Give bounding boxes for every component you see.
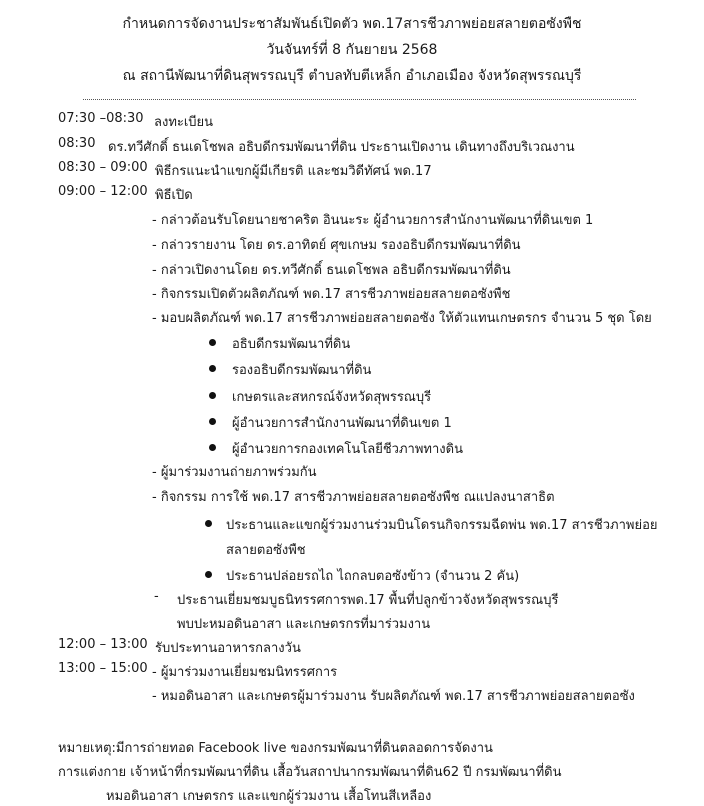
recipient-item: ผู้อำนวยการสำนักงานพัฒนาที่ดินเขต 1 (232, 416, 452, 431)
document-title: กำหนดการจัดงานประชาสัมพันธ์เปิดตัว พด.17สารชีวภาพย่อยสลายตอซังพืช (122, 16, 582, 32)
recipient-item: ผู้อำนวยการกองเทคโนโลยีชีวภาพทางดิน (232, 442, 463, 457)
recipient-item: เกษตรและสหกรณ์จังหวัดสุพรรณบุรี (232, 390, 432, 405)
activity-bullet-line1: ประธานและแขกผู้ร่วมงานร่วมบินโดรนกิจกรรมฉีดพ่น พด.17 สารชีวภาพย่อย (226, 518, 658, 533)
bullet-icon (209, 392, 216, 399)
exhibition-dash: - (154, 589, 159, 604)
schedule-time: 13:00 – 15:00 (58, 661, 148, 676)
recipient-item: รองอธิบดีกรมพัฒนาที่ดิน (232, 363, 372, 378)
schedule-time: 08:30 (58, 136, 96, 151)
schedule-text: ดร.ทวีศักดิ์ ธนเดโชพล อธิบดีกรมพัฒนาที่ดิน ประธานเปิดงาน เดินทางถึงบริเวณงาน (108, 140, 575, 155)
bullet-icon (205, 571, 212, 578)
schedule-time: 09:00 – 12:00 (58, 184, 148, 199)
exhibition-line1: ประธานเยี่ยมชมบูธนิทรรศการพด.17 พื้นที่ปลูกข้าวจังหวัดสุพรรณบุรี (177, 593, 559, 608)
schedule-time: 12:00 – 13:00 (58, 637, 148, 652)
exhibition-line2: พบปะหมอดินอาสา และเกษตรกรที่มาร่วมงาน (177, 617, 431, 632)
activity-bullet-line2: สลายตอซังพืช (226, 543, 306, 558)
activity-item: - กิจกรรม การใช้ พด.17 สารชีวภาพย่อยสลายตอซังพืช ณแปลงนาสาธิต (152, 490, 555, 505)
opening-item: - มอบผลิตภัณฑ์ พด.17 สารชีวภาพย่อยสลายตอซัง ให้ตัวแทนเกษตรกร จำนวน 5 ชุด โดย (152, 311, 652, 326)
schedule-text: - ผู้มาร่วมงานเยี่ยมชมนิทรรศการ (152, 665, 338, 680)
bullet-icon (209, 339, 216, 346)
bullet-icon (205, 520, 212, 527)
schedule-text: รับประทานอาหารกลางวัน (155, 641, 301, 656)
schedule-text: ลงทะเบียน (154, 115, 214, 130)
schedule-time: 08:30 – 09:00 (58, 160, 148, 175)
dress-code-line1: การแต่งกาย เจ้าหน้าที่กรมพัฒนาที่ดิน เสื้อวันสถาปนากรมพัฒนาที่ดิน62 ปี กรมพัฒนาที่ดิน (58, 765, 562, 780)
bullet-icon (209, 418, 216, 425)
opening-item: - กล่าวรายงาน โดย ดร.อาทิตย์ ศุขเกษม รองอธิบดีกรมพัฒนาที่ดิน (152, 238, 521, 253)
photo-item: - ผู้มาร่วมงานถ่ายภาพร่วมกัน (152, 465, 317, 480)
event-location: ณ สถานีพัฒนาที่ดินสุพรรณบุรี ตำบลทับตีเหล็ก อำเภอเมือง จังหวัดสุพรรณบุรี (122, 68, 582, 84)
opening-item: - กล่าวต้อนรับโดยนายชาคริต อินนะระ ผู้อำนวยการสำนักงานพัฒนาที่ดินเขต 1 (152, 213, 594, 228)
bullet-icon (209, 365, 216, 372)
activity-bullet-line1: ประธานปล่อยรถไถ ไถกลบตอซังข้าว (จำนวน 2 คัน) (226, 569, 520, 584)
opening-item: - กิจกรรมเปิดตัวผลิตภัณฑ์ พด.17 สารชีวภาพย่อยสลายตอซังพืช (152, 287, 511, 302)
dress-code-line2: หมอดินอาสา เกษตรกร และแขกผู้ร่วมงาน เสื้อโทนสีเหลือง (106, 789, 432, 804)
recipient-item: อธิบดีกรมพัฒนาที่ดิน (232, 337, 351, 352)
opening-item: - กล่าวเปิดงานโดย ดร.ทวีศักดิ์ ธนเดโชพล อธิบดีกรมพัฒนาที่ดิน (152, 263, 511, 278)
schedule-text: พิธีเปิด (155, 188, 193, 203)
dotted-divider (83, 99, 636, 100)
schedule-text: พิธีกรแนะนำแขกผู้มีเกียรติ และชมวิดีทัศน์ พด.17 (155, 164, 432, 179)
bullet-icon (209, 444, 216, 451)
schedule-time: 07:30 –08:30 (58, 111, 144, 126)
event-date: วันจันทร์ที่ 8 กันยายน 2568 (266, 42, 438, 58)
afternoon-sub-item: - หมอดินอาสา และเกษตรผู้มาร่วมงาน รับผลิตภัณฑ์ พด.17 สารชีวภาพย่อยสลายตอซัง (152, 689, 635, 704)
remark-note: หมายเหตุ:มีการถ่ายทอด Facebook live ของกรมพัฒนาที่ดินตลอดการจัดงาน (58, 741, 493, 756)
